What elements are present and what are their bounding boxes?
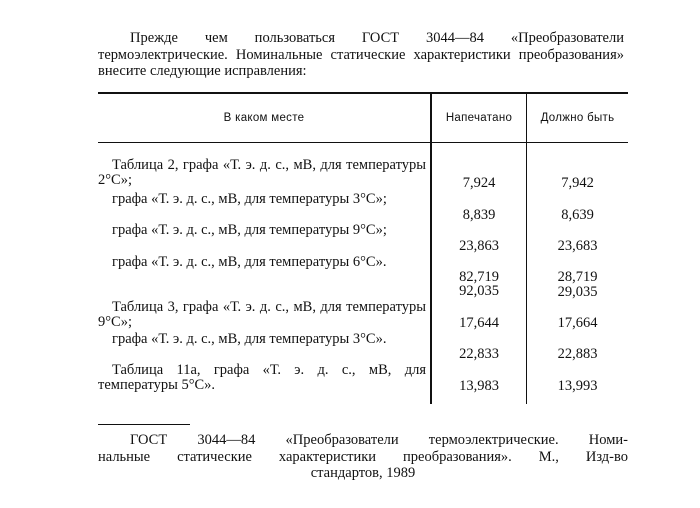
- table-row-location: графа «Т. э. д. с., мВ, для температуры 9°С»;: [112, 222, 387, 238]
- footnote-line-2: нальные статические характеристики преобразования». М., Изд-во: [98, 448, 628, 465]
- table-top-rule: [98, 92, 628, 94]
- table-row-should-be: 22,883: [557, 346, 598, 362]
- table-row-location: графа «Т. э. д. с., мВ, для температуры 3°С»;: [112, 191, 387, 207]
- table-row-location: Таблица 3, графа «Т. э. д. с., мВ, для температуры 9°С»;: [98, 299, 426, 330]
- table-row-printed: 22,833: [459, 346, 499, 362]
- table-row-printed: 23,863: [459, 238, 499, 254]
- header-place: В каком месте: [223, 112, 305, 124]
- footnote-line-3: стандартов, 1989: [310, 465, 416, 481]
- table-row-printed: 82,719: [459, 269, 499, 285]
- table-row-should-be: 28,719: [557, 269, 598, 285]
- table-row-should-be: 23,683: [557, 238, 598, 254]
- table-row-should-be: 8,639: [561, 207, 594, 223]
- footnote: [98, 432, 628, 482]
- header-printed: Напечатано: [445, 112, 513, 124]
- table-row-should-be: 13,993: [557, 378, 598, 394]
- table-row-location: графа «Т. э. д. с., мВ, для температуры 3°С».: [112, 331, 387, 347]
- header-should-be: Должно быть: [540, 112, 615, 124]
- table-row-location: Таблица 2, графа «Т. э. д. с., мВ, для температуры 2°С»;: [98, 157, 426, 188]
- table-header-rule: [98, 142, 628, 143]
- table-row-printed: 17,644: [459, 315, 499, 331]
- table-row-should-be: 7,942: [561, 175, 594, 191]
- footnote-rule: [98, 424, 190, 425]
- table-row-printed: 13,983: [459, 378, 499, 394]
- intro-paragraph: Прежде чем пользоваться ГОСТ 3044—84 «Преобразователи термоэлектрические. Номинальные статические характеристики преобразования» внесите следующие исправления:: [98, 30, 624, 79]
- table-row-should-be: 29,035: [557, 284, 598, 300]
- table-row-printed: 7,924: [462, 175, 496, 191]
- table-row-printed: 92,035: [459, 283, 499, 299]
- footnote-line-1: ГОСТ 3044—84 «Преобразователи термоэлектрические. Номи-: [130, 432, 628, 448]
- table-row-location: графа «Т. э. д. с., мВ, для температуры 6°С».: [112, 254, 387, 270]
- table-row-should-be: 17,664: [557, 315, 598, 331]
- table-row-location: Таблица 11а, графа «Т. э. д. с., мВ, для температуры 5°С».: [98, 362, 426, 393]
- table-row-printed: 8,839: [462, 207, 496, 223]
